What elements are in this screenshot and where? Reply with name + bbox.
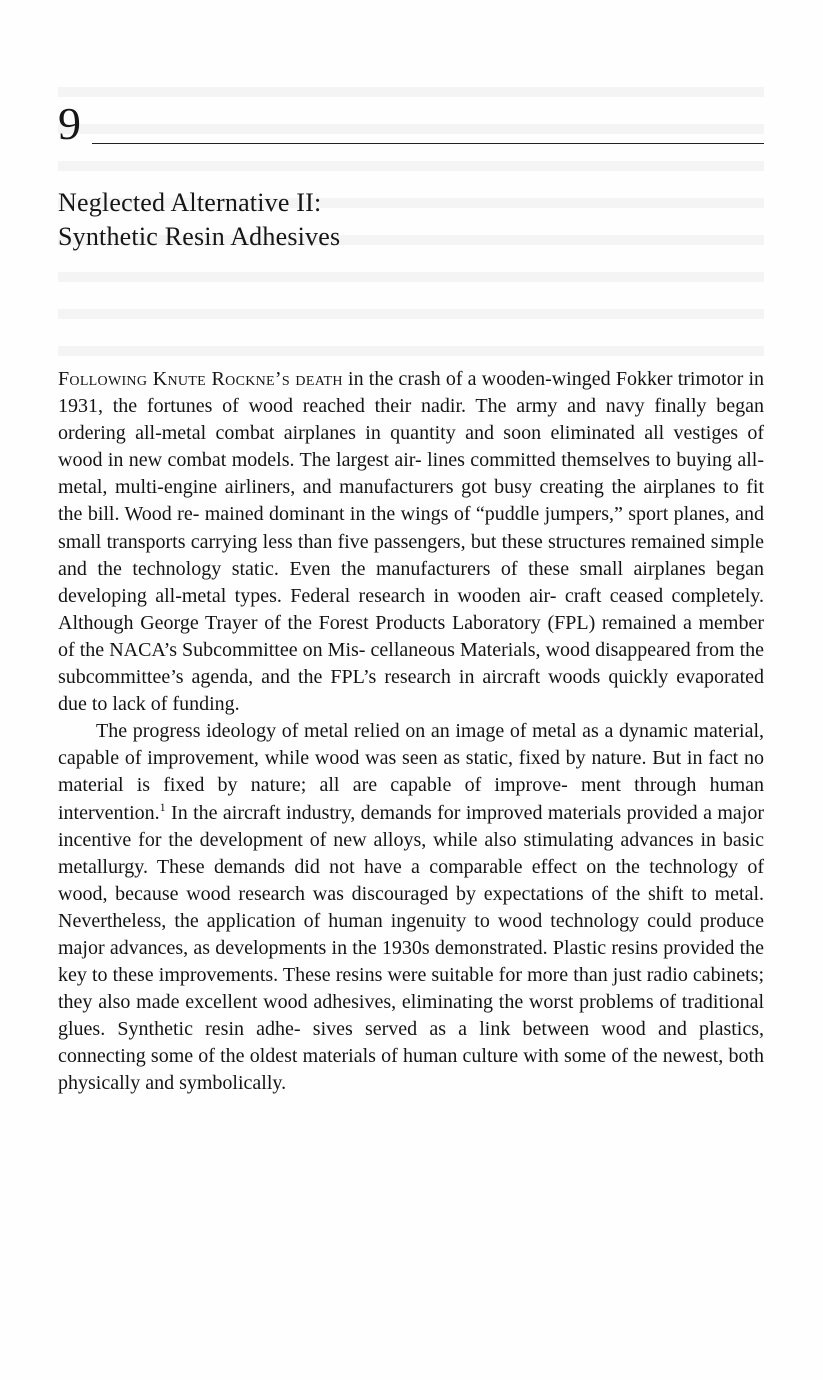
paragraph-line: provided the key to these improvements. These resins were suitable for (58, 936, 765, 987)
paragraph-line: eliminating the worst problems of traditional glues. Synthetic resin adhe- (58, 991, 764, 1041)
paragraph-line: navy finally began ordering all-metal combat airplanes in quantity and soon (58, 395, 765, 445)
paragraph-line: simple and the technology static. Even the manufacturers of these small (58, 530, 765, 580)
chapter-title-line-1: Neglected Alternative II: (58, 188, 322, 217)
paragraph-line: mained dominant in the wings of “puddle jumpers,” sport planes, and small (58, 503, 764, 553)
paragraph-line: the application of human ingenuity to wood technology could produce (174, 909, 765, 932)
paragraph-line: The progress ideology of metal relied on an image of metal as a dynamic (96, 720, 688, 743)
paragraph-line: and the FPL’s research in aircraft woods quickly evaporated due to lack of (58, 666, 764, 716)
paragraph-line: material, capable of improvement, while wood was seen as static, fixed by (58, 720, 765, 770)
chapter-header (58, 100, 764, 148)
paragraph-1 (58, 366, 764, 718)
paragraph-line: more than just radio cabinets; they also made excellent wood adhesives, (58, 964, 765, 1014)
paragraph-line: Laboratory (FPL) remained a member of the NACA’s Subcommittee on Mis- (58, 611, 765, 661)
paragraph-line: and manufacturers got busy creating the airplanes to fit the bill. Wood re- (58, 476, 764, 526)
paragraph-line: lines committed themselves to buying all-metal, multi-engine airliners, (58, 449, 764, 499)
paragraph-line: research was discouraged by expectations of the shift to metal. Nevertheless, (58, 882, 765, 932)
paragraph-line: ment through human intervention. (58, 774, 764, 824)
paragraph-line: alloys, while also stimulating advances in basic metallurgy. These demands (58, 828, 764, 878)
paragraph-line: and symbolically. (145, 1072, 287, 1095)
chapter-number: 9 (58, 98, 81, 149)
lead-in: Following Knute Rockne’s death (58, 368, 343, 390)
chapter-title-line-2: Synthetic Resin Adhesives (58, 222, 341, 251)
paragraph-line: major advances, as developments in the 1930s demonstrated. Plastic resins (58, 936, 659, 959)
body-text (58, 366, 764, 1098)
paragraph-line: nature. But in fact no material is fixed by nature; all are capable of improve- (58, 747, 765, 797)
footnote-marker[interactable]: 1 (159, 799, 166, 814)
paragraph-line: craft ceased completely. Although George Trayer of the Forest Products (58, 584, 764, 634)
paragraph-line: sives served as a link between wood and plastics, connecting some of the (58, 1018, 764, 1068)
chapter-title (58, 186, 758, 254)
paragraph-line: did not have a comparable effect on the technology of wood, because wood (58, 855, 765, 905)
chapter-rule (92, 143, 764, 144)
paragraph-line: funding. (172, 693, 240, 716)
paragraph-line: in the crash of a wooden-winged Fokker (342, 368, 673, 390)
paragraph-line: trimotor in 1931, the fortunes of wood reached their nadir. The army and (58, 368, 764, 418)
paragraph-line: transports carrying less than five passengers, but these structures remained (106, 530, 706, 553)
paragraph-line: improved materials provided a major incentive for the development of new (58, 801, 764, 851)
paragraph-line: In the aircraft industry, demands for (165, 801, 461, 824)
paragraph-line: oldest materials of human culture with some of the newest, both physically (58, 1045, 765, 1095)
paragraph-2 (58, 718, 764, 1097)
paragraph-line: airplanes began developing all-metal types. Federal research in wooden air- (58, 557, 764, 607)
paragraph-line: eliminated all vestiges of wood in new combat models. The largest air- (58, 422, 764, 472)
paragraph-line: cellaneous Materials, wood disappeared from the subcommittee’s agenda, (58, 638, 765, 689)
